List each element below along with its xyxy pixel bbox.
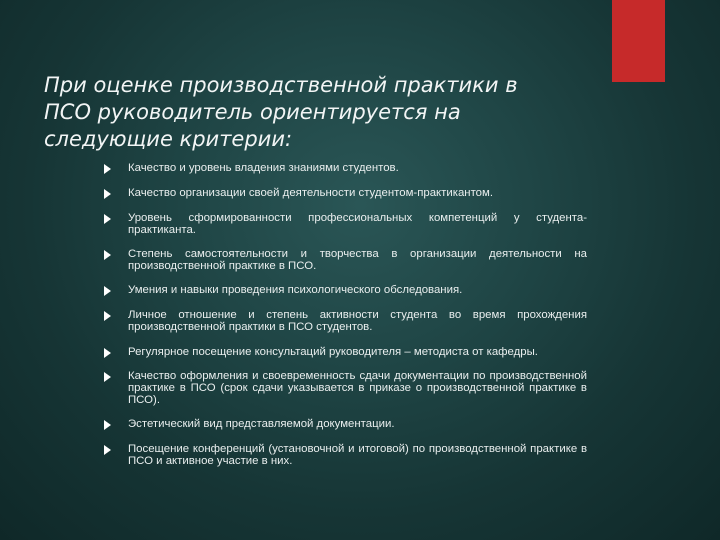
- criteria-list: [104, 163, 587, 480]
- list-item: [104, 249, 587, 273]
- list-item-text: Личное отношение и степень активности студента во время прохождения производственной практики в ПСО студентов.: [128, 309, 587, 334]
- triangle-bullet-icon: [104, 189, 111, 199]
- list-item-text: Посещение конференций (установочной и итоговой) по производственной практике в ПСО и активное участие в них.: [128, 442, 587, 467]
- list-item-text: Регулярное посещение консультаций руководителя – методиста от кафедры.: [128, 345, 538, 358]
- list-item: [104, 419, 587, 431]
- list-item-text: Качество организации своей деятельности студентом-практикантом.: [128, 186, 493, 199]
- list-item: [104, 371, 587, 406]
- list-item-text: Эстетический вид представляемой документации.: [128, 417, 395, 430]
- list-item: [104, 285, 587, 297]
- list-item-text: Уровень сформированности профессиональных компетенций у студента-практиканта.: [128, 211, 587, 236]
- triangle-bullet-icon: [104, 286, 111, 296]
- list-item: [104, 347, 587, 359]
- list-item-text: Степень самостоятельности и творчества в организации деятельности на производственной практике в ПСО.: [128, 248, 587, 272]
- triangle-bullet-icon: [104, 311, 111, 321]
- list-item: [104, 310, 587, 334]
- list-item: [104, 163, 587, 175]
- triangle-bullet-icon: [104, 372, 111, 382]
- triangle-bullet-icon: [104, 214, 111, 224]
- list-item: [104, 444, 587, 468]
- triangle-bullet-icon: [104, 348, 111, 358]
- triangle-bullet-icon: [104, 420, 111, 430]
- list-item-text: Качество оформления и своевременность сдачи документации по производственной практике в ПСО (срок сдачи указывается в приказе о производственной практике в ПСО).: [128, 369, 587, 406]
- slide-title: При оценке производственной практики в ПСО руководитель ориентируется на следующие критерии:: [44, 73, 518, 151]
- list-item: [104, 213, 587, 237]
- accent-bar: [612, 0, 665, 82]
- list-item-text: Умения и навыки проведения психологического обследования.: [128, 284, 463, 297]
- triangle-bullet-icon: [104, 445, 111, 455]
- triangle-bullet-icon: [104, 250, 111, 260]
- list-item: [104, 188, 587, 200]
- list-item-text: Качество и уровень владения знаниями студентов.: [128, 162, 399, 174]
- triangle-bullet-icon: [104, 164, 111, 174]
